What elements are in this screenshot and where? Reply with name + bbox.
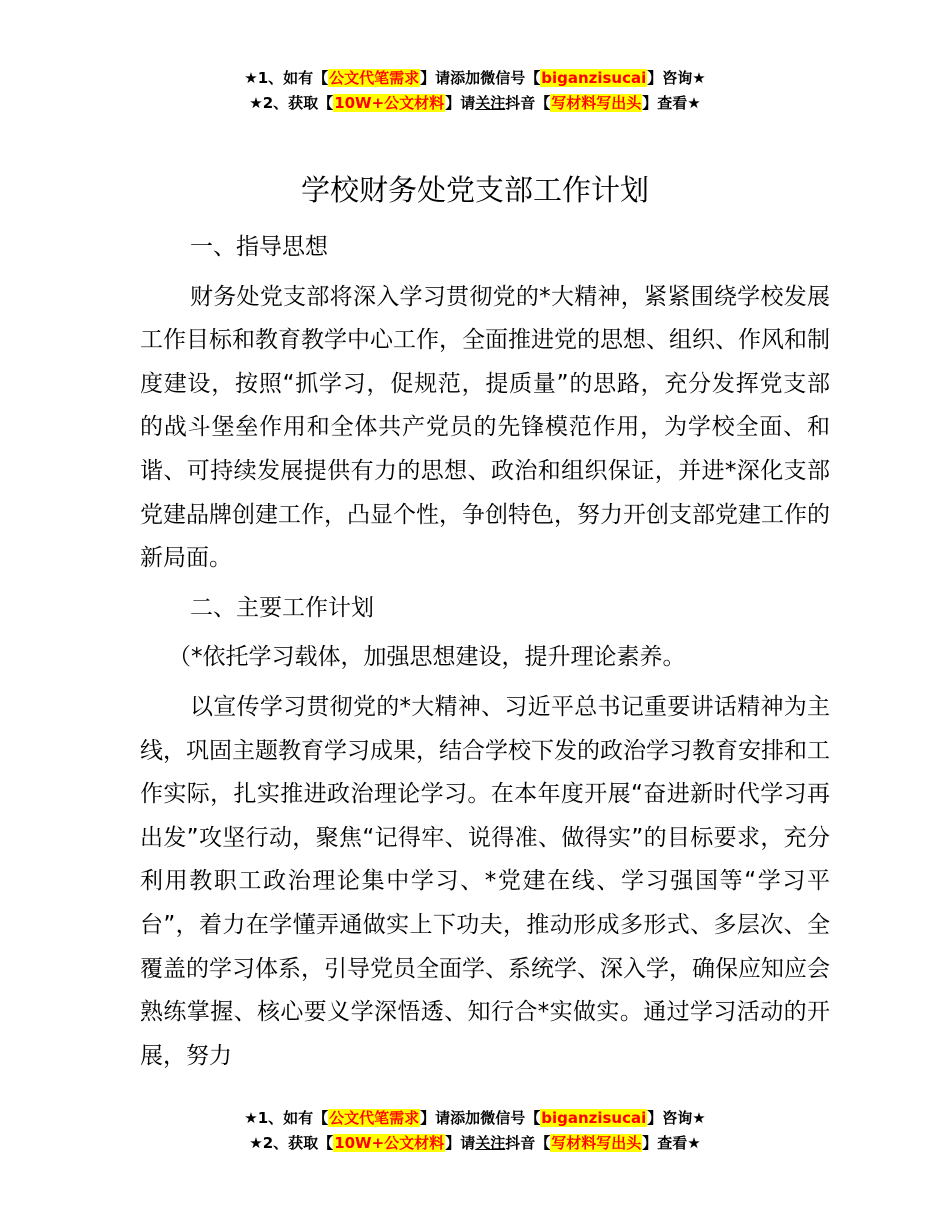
header-banner [0, 66, 950, 116]
footer-line-2: ★2、获取【10W+公文材料】请关注抖音【写材料写出头】查看★ [249, 1134, 701, 1152]
subheading-1: （*依托学习载体，加强思想建设，提升理论素养。 [168, 644, 686, 671]
document-body [140, 226, 830, 1084]
footer-line-1: ★1、如有【公文代笔需求】请添加微信号【biganzisucai】咨询★ [244, 1109, 706, 1127]
paragraph-1: 财务处党支部将深入学习贯彻党的*大精神，紧紧围绕学校发展工作目标和教育教学中心工作，全面推进党的思想、组织、作风和制度建设，按照“抓学习，促规范，提质量”的思路，充分发挥党支部的战斗堡垒作用和全体共产党员的先锋模范作用，为学校全面、和谐、可持续发展提供有力的思想、政治和组织保证，并进*深化支部党建品牌创建工作，凸显个性，争创特色，努力开创支部党建工作的新局面。 [140, 283, 830, 572]
footer-highlight-service: 公文代笔需求 [329, 1109, 420, 1127]
highlight-douyin: 写材料写出头 [551, 94, 642, 112]
footer-highlight-douyin: 写材料写出头 [551, 1134, 642, 1152]
banner-line-1: ★1、如有【公文代笔需求】请添加微信号【biganzisucai】咨询★ [244, 69, 706, 87]
document-title: 学校财务处党支部工作计划 [300, 173, 649, 207]
underlined-follow: 关注 [475, 94, 506, 112]
paragraph-2: 以宣传学习贯彻党的*大精神、习近平总书记重要讲话精神为主线，巩固主题教育学习成果，结合学校下发的政治学习教育安排和工作实际，扎实推进政治理论学习。在本年度开展“奋进新时代学习再出发”攻坚行动，聚焦“记得牢、说得准、做得实”的目标要求，充分利用教职工政治理论集中学习、*党建在线、学习强国等“学习平台”，着力在学懂弄通做实上下功夫，推动形成多形式、多层次、全覆盖的学习体系，引导党员全面学、系统学、深入学，确保应知应会熟练掌握、核心要义学深悟透、知行合*实做实。通过学习活动的开展，努力 [140, 693, 830, 1069]
footer-banner [0, 1106, 950, 1156]
highlight-service: 公文代笔需求 [329, 69, 420, 87]
highlight-wechat-id: biganzisucai [541, 69, 647, 87]
highlight-materials: 10W+公文材料 [334, 94, 445, 112]
footer-highlight-materials: 10W+公文材料 [334, 1134, 445, 1152]
section-heading-2: 二、主要工作计划 [190, 594, 374, 621]
footer-highlight-wechat-id: biganzisucai [541, 1109, 647, 1127]
footer-underlined-follow: 关注 [475, 1134, 506, 1152]
banner-line-2: ★2、获取【10W+公文材料】请关注抖音【写材料写出头】查看★ [249, 94, 701, 112]
section-heading-1: 一、指导思想 [190, 234, 328, 260]
